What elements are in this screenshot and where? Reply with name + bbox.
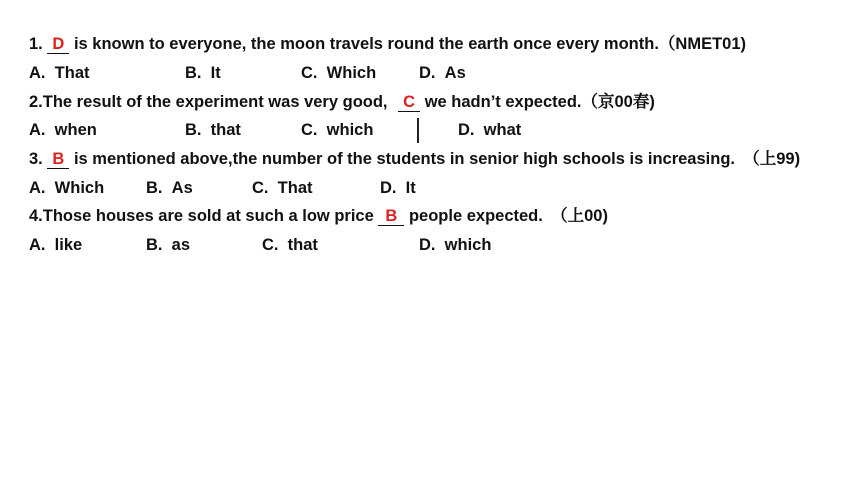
option-c[interactable] xyxy=(301,61,376,85)
option-b[interactable] xyxy=(185,118,241,142)
option-d[interactable] xyxy=(458,118,521,142)
option-letter: C. xyxy=(301,121,318,139)
option-letter: B. xyxy=(146,179,163,197)
option-letter: D. xyxy=(380,179,397,197)
option-letter: A. xyxy=(29,64,46,82)
question-number: 3. xyxy=(29,150,43,168)
option-letter: D. xyxy=(458,121,475,139)
answer-blank: D xyxy=(47,35,69,54)
option-text: It xyxy=(405,179,416,197)
option-b[interactable] xyxy=(185,61,221,85)
option-text: when xyxy=(54,121,97,139)
question-text: is mentioned above,the number of the students in senior high schools is increasing. （上99) xyxy=(73,150,801,168)
option-letter: C. xyxy=(262,236,279,254)
option-a[interactable] xyxy=(29,118,97,142)
option-a[interactable] xyxy=(29,233,82,257)
question-text: is known to everyone, the moon travels round the earth once every month.（NMET01) xyxy=(73,35,747,53)
option-d[interactable] xyxy=(419,233,491,257)
option-text: that xyxy=(210,121,241,139)
option-text: as xyxy=(171,236,191,254)
option-a[interactable] xyxy=(29,176,104,200)
option-text: like xyxy=(54,236,83,254)
question-text-before: 2.The result of the experiment was very good, xyxy=(29,93,388,111)
option-text: As xyxy=(171,179,193,197)
option-letter: A. xyxy=(29,236,46,254)
option-text: Which xyxy=(326,64,377,82)
question-text-after: people expected. （上00) xyxy=(408,207,608,225)
question-1-stem xyxy=(29,32,746,56)
option-letter: D. xyxy=(419,236,436,254)
option-b[interactable] xyxy=(146,176,193,200)
option-d[interactable] xyxy=(380,176,416,200)
option-d[interactable] xyxy=(419,61,466,85)
option-text: which xyxy=(326,121,374,139)
option-b[interactable] xyxy=(146,233,190,257)
answer-blank: B xyxy=(47,150,69,169)
text-cursor xyxy=(417,118,419,143)
option-text: It xyxy=(210,64,221,82)
option-letter: B. xyxy=(185,121,202,139)
option-text: that xyxy=(287,236,318,254)
option-letter: D. xyxy=(419,64,436,82)
option-a[interactable] xyxy=(29,61,90,85)
option-text: That xyxy=(54,64,90,82)
question-3-stem xyxy=(29,147,800,171)
option-c[interactable] xyxy=(252,176,313,200)
option-text: Which xyxy=(54,179,105,197)
question-text-after: we hadn’t expected.（京00春) xyxy=(424,93,655,111)
option-letter: C. xyxy=(301,64,318,82)
question-number: 1. xyxy=(29,35,43,53)
option-letter: C. xyxy=(252,179,269,197)
question-2-stem xyxy=(29,90,655,114)
option-text: That xyxy=(277,179,313,197)
answer-blank: B xyxy=(378,207,404,226)
option-c[interactable] xyxy=(301,118,373,142)
question-text-before: 4.Those houses are sold at such a low price xyxy=(29,207,374,225)
option-letter: A. xyxy=(29,121,46,139)
option-text: which xyxy=(444,236,492,254)
option-c[interactable] xyxy=(262,233,318,257)
option-text: As xyxy=(444,64,466,82)
option-letter: B. xyxy=(185,64,202,82)
question-4-stem xyxy=(29,204,608,228)
option-letter: A. xyxy=(29,179,46,197)
option-text: what xyxy=(483,121,522,139)
option-letter: B. xyxy=(146,236,163,254)
answer-blank: C xyxy=(398,93,420,112)
